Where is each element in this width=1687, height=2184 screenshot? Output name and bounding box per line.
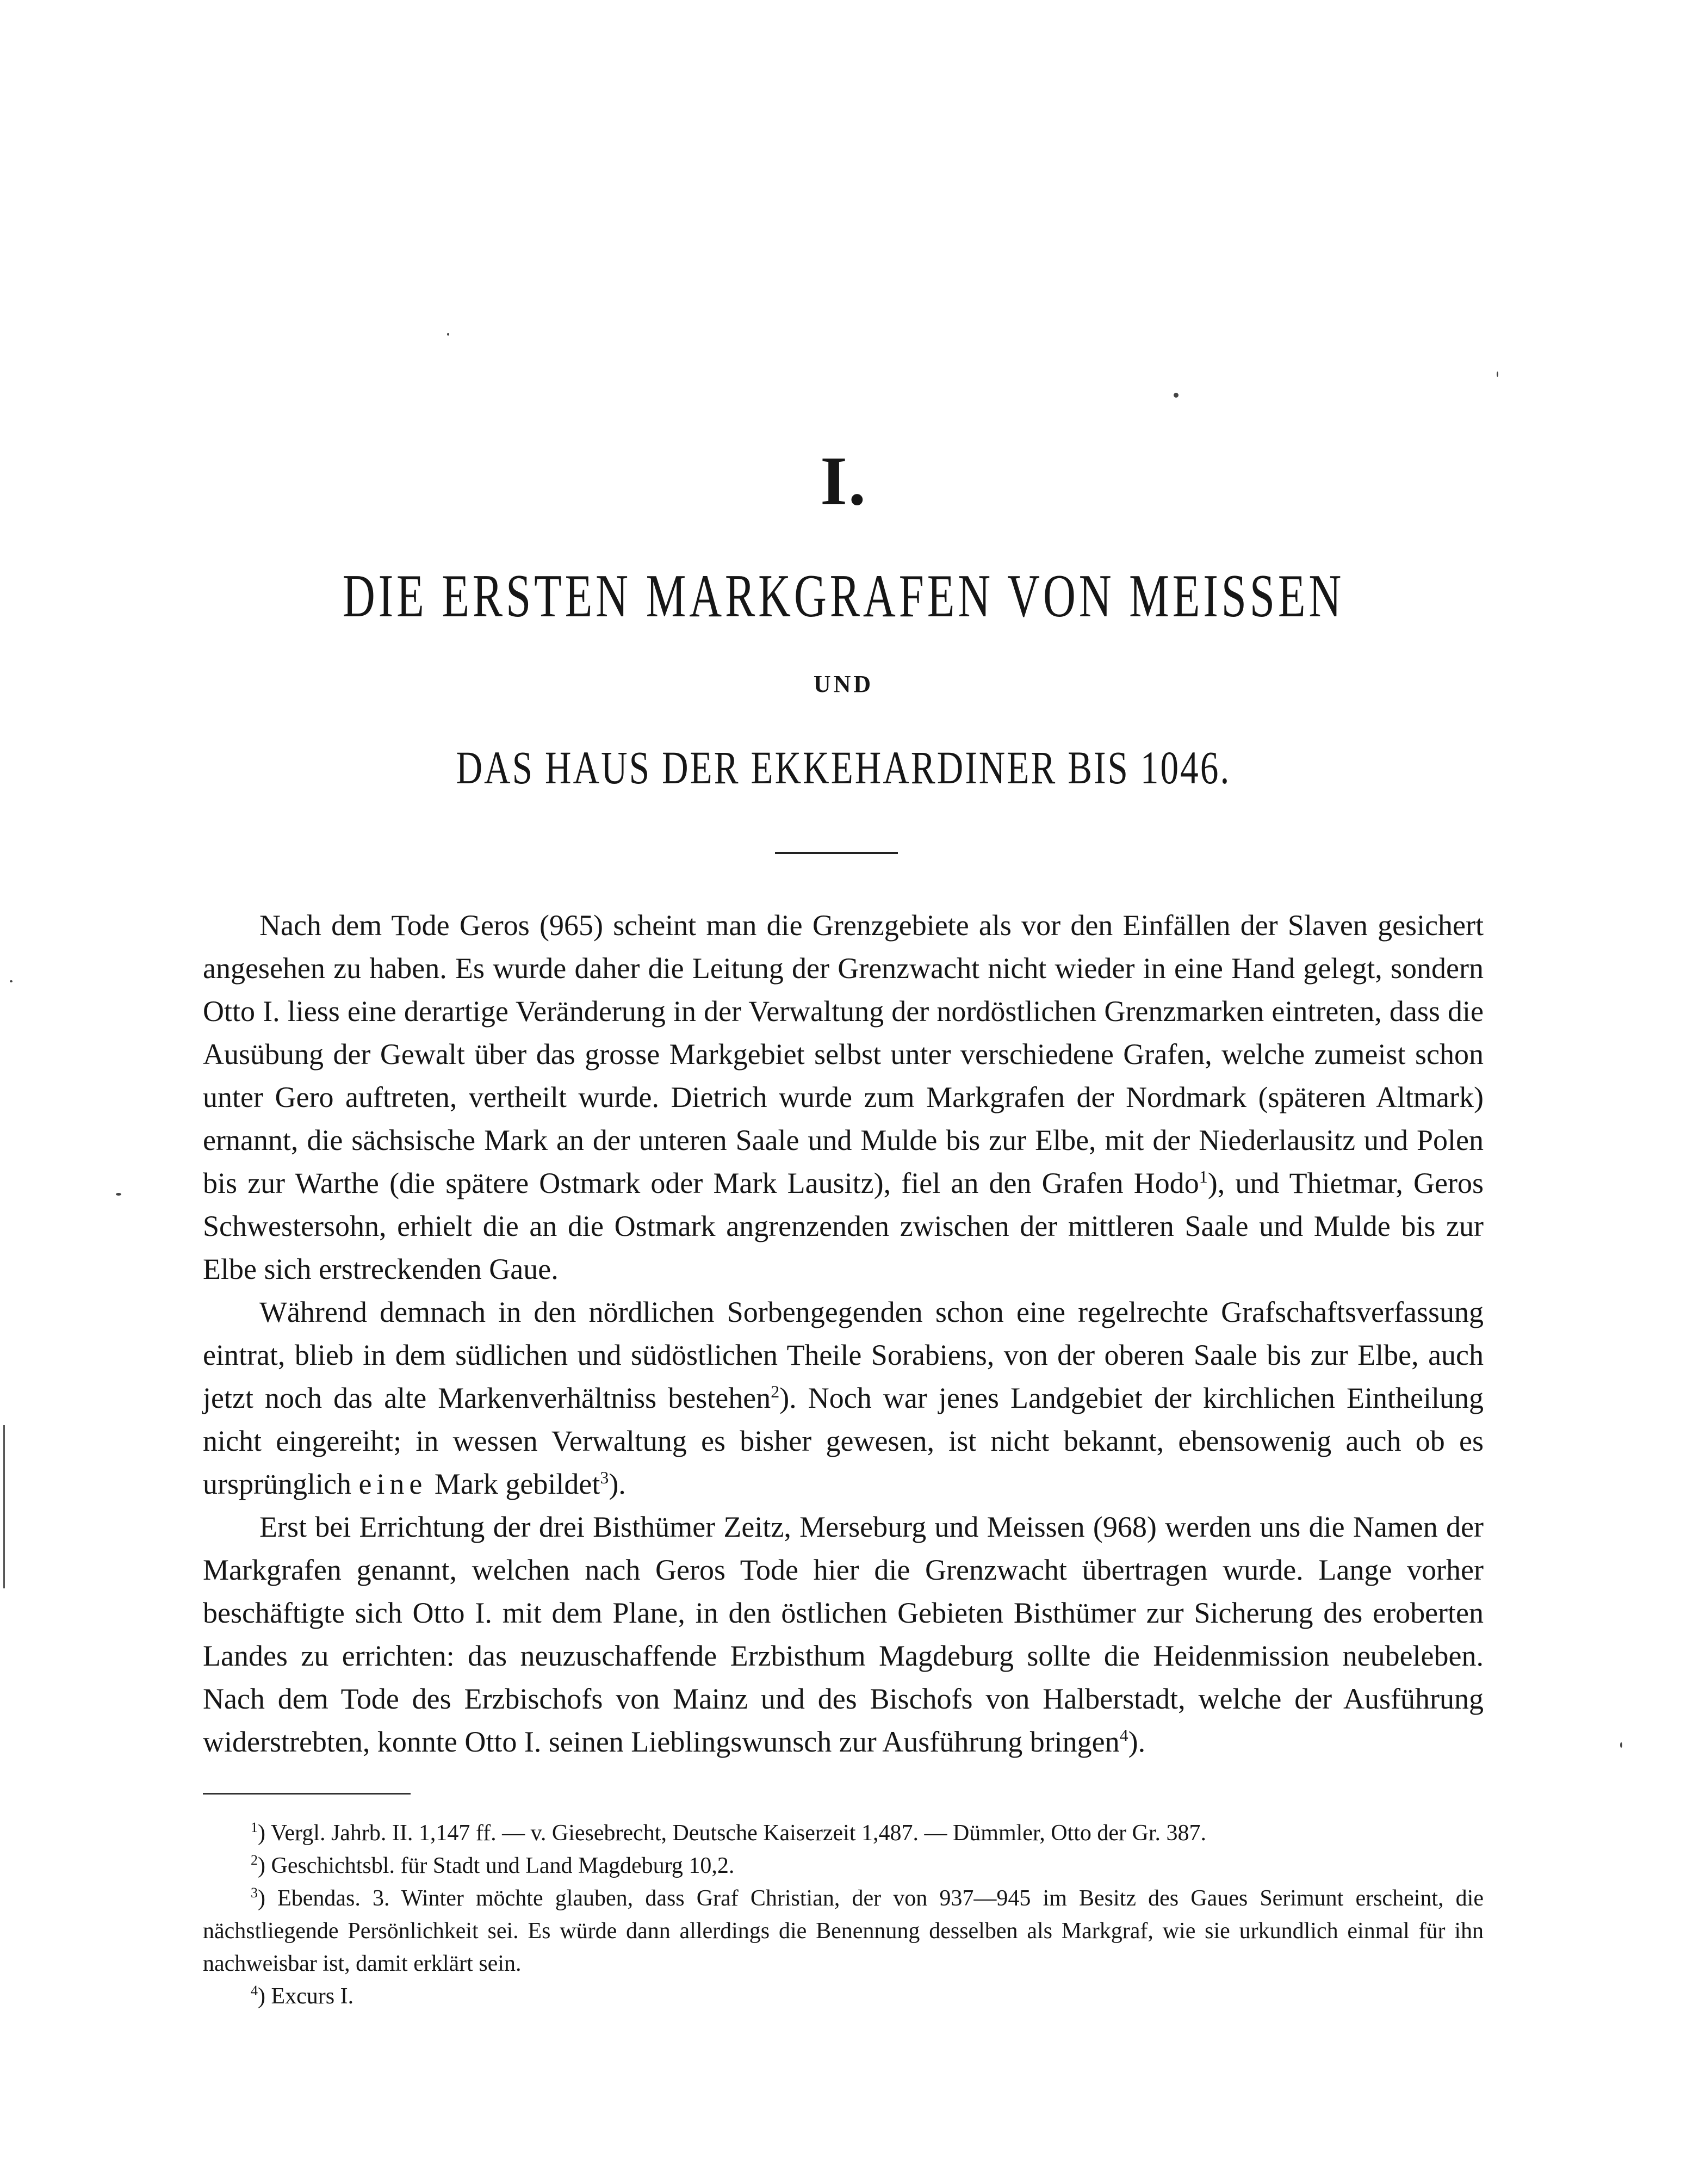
paragraph-text: Erst bei Errichtung der drei Bisthümer Zeitz, Merseburg und Meissen (968) werden uns die Namen der Markgrafen genannt, welchen nach Geros Tode hier die Grenzwacht übertragen wurde. Lange vorher beschäftigte sich Otto I. mit dem Plane, in den östlichen Gebieten Bisthümer zur Sicherung des eroberten Landes zu errichten: das neuzuschaffende Erzbisthum Magdeburg sollte die Heidenmission neubeleben. Nach dem Tode des Erzbischofs von Mainz und des Bischofs von Halberstadt, welche der Ausführung widerstrebten, konnte Otto I. seinen Lieblingswunsch zur Ausführung bringen [203, 1511, 1484, 1758]
chapter-numeral: I. [820, 442, 867, 519]
footnote [203, 1882, 1484, 1980]
footnote-reference: 1 [1199, 1167, 1208, 1186]
footnote-text: ) Ebendas. 3. Winter möchte glauben, dass Graf Christian, der von 937—945 im Besitz des Gaues Serimunt erscheint, die nächstliegende Persönlichkeit sei. Es würde dann allerdings die Benennung desselben als Markgraf, wie sie urkundlich einmal für ihn nachweisbar ist, damit erklärt sein. [203, 1886, 1484, 1976]
scan-speck [116, 1193, 121, 1196]
scan-edge-mark [3, 1425, 5, 1588]
paragraph-text: Nach dem Tode Geros (965) scheint man die Grenzgebiete als vor den Einfällen der Slaven gesichert angesehen zu haben. Es wurde daher die Leitung der Grenzwacht nicht wieder in eine Hand gelegt, sondern Otto I. liess eine derartige Veränderung in der Verwaltung der nordöstlichen Grenzmarken eintreten, dass die Ausübung der Gewalt über das grosse Markgebiet selbst unter verschiedene Grafen, welche zumeist schon unter Gero auftreten, vertheilt wurde. Dietrich wurde zum Markgrafen der Nordmark (späteren Altmark) ernannt, die sächsische Mark an der unteren Saale und Mulde bis zur Elbe, mit der Niederlausitz und Polen bis zur Warthe (die spätere Ostmark oder Mark Lausitz), fiel an den Grafen Hodo [203, 909, 1484, 1199]
title-connector: UND [813, 671, 874, 697]
footnotes [203, 1817, 1484, 2013]
paragraph-text: ), und Thietmar, Geros Schwestersohn, erhielt die an die Ostmark angrenzenden zwischen der mittleren Saale und Mulde bis zur Elbe sich erstreckenden Gaue. [203, 1167, 1484, 1285]
paragraph-text: ). [1128, 1725, 1146, 1758]
footnote-mark: 1 [251, 1820, 258, 1835]
body-text [203, 904, 1484, 1764]
paragraph-text: ). [609, 1468, 626, 1500]
footnote-reference: 4 [1119, 1725, 1128, 1745]
footnote-text: ) Geschichtsbl. für Stadt und Land Magdeburg 10,2. [258, 1853, 735, 1878]
scan-speck [1497, 372, 1498, 377]
title-divider [775, 852, 898, 854]
paragraph [203, 1291, 1484, 1506]
footnote-text: ) Excurs I. [258, 1984, 354, 2009]
paragraph [203, 1506, 1484, 1764]
paragraph-text: ). Noch war jenes Landgebiet der kirchlichen Eintheilung nicht eingereiht; in wessen Verwaltung es bisher gewesen, ist nicht bekannt, ebensowenig auch ob es ursprünglich [203, 1382, 1484, 1500]
paragraph-text: Während demnach in den nördlichen Sorbengegenden schon eine regelrechte Grafschaftsverfassung eintrat, blieb in dem südlichen und südöstlichen Theile Sorabiens, von der oberen Saale bis zur Elbe, auch jetzt noch das alte Markenverhältniss bestehen [203, 1296, 1484, 1414]
spaced-emphasis: eine [358, 1468, 427, 1500]
footnote [203, 1980, 1484, 2013]
footnote [203, 1817, 1484, 1849]
footnote-mark: 2 [251, 1852, 258, 1868]
footnote-mark: 3 [251, 1885, 258, 1901]
chapter-title: DIE ERSTEN MARKGRAFEN VON MEISSEN [342, 562, 1345, 630]
paragraph [203, 904, 1484, 1291]
footnote-mark: 4 [251, 1983, 258, 1999]
footnote [203, 1849, 1484, 1882]
paragraph-text: Mark gebildet [427, 1468, 600, 1500]
scan-speck [10, 980, 13, 982]
chapter-subtitle: DAS HAUS DER EKKEHARDINER BIS 1046. [456, 741, 1231, 794]
footnote-reference: 3 [600, 1468, 609, 1487]
footnote-divider [203, 1793, 411, 1795]
footnote-reference: 2 [771, 1382, 780, 1401]
scan-speck [1174, 393, 1179, 398]
footnote-text: ) Vergl. Jahrb. II. 1,147 ff. — v. Giesebrecht, Deutsche Kaiserzeit 1,487. — Dümmler, Otto der Gr. 387. [258, 1821, 1207, 1846]
scan-speck [1620, 1742, 1622, 1748]
scan-speck [447, 333, 449, 336]
